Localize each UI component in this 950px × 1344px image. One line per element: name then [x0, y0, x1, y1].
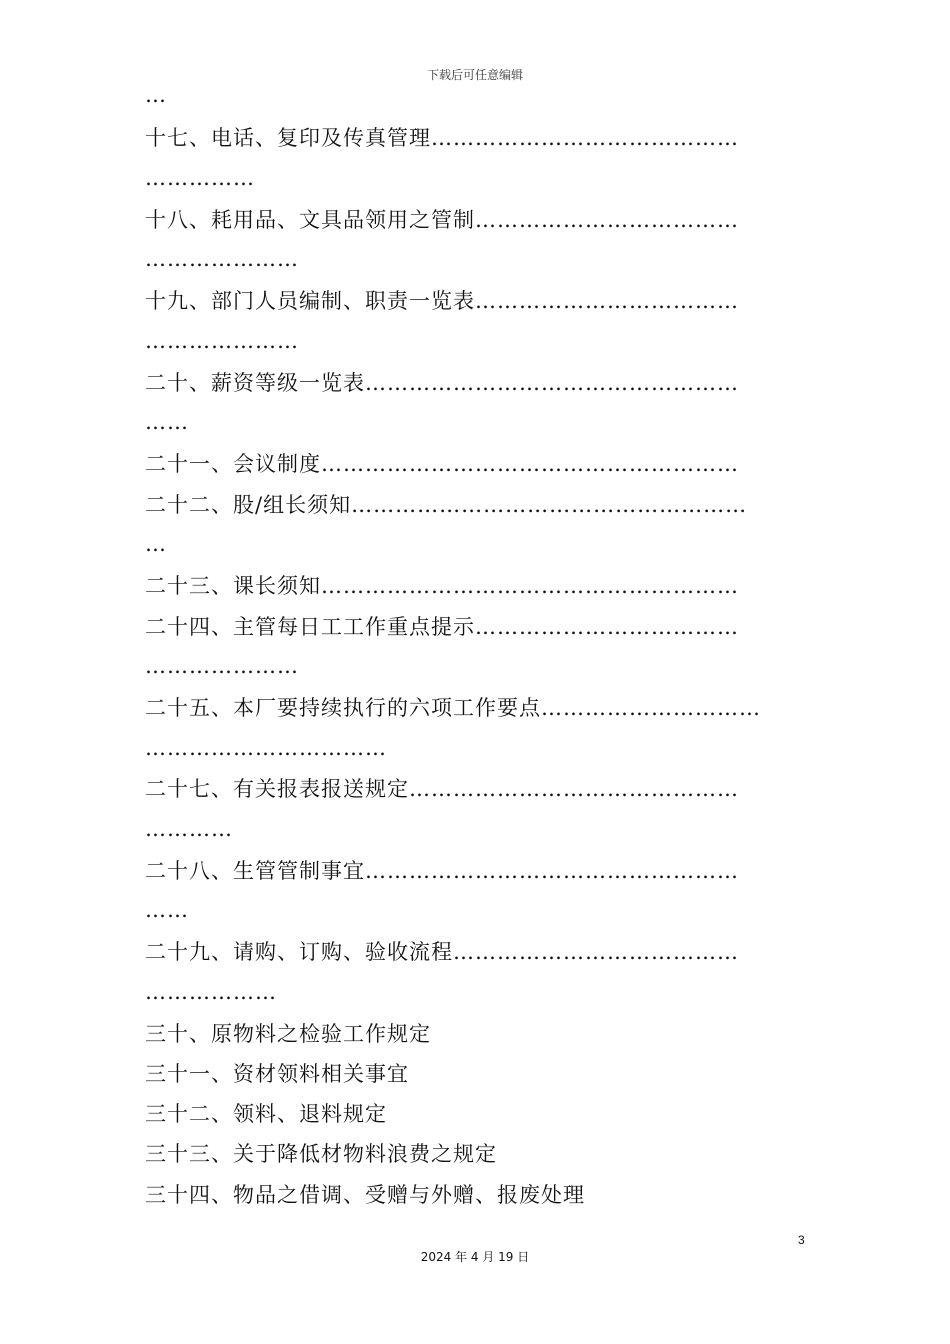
- toc-line: 三十二、领料、退料规定: [145, 1102, 387, 1126]
- toc-line: ………………: [145, 980, 277, 1004]
- page-number: 3: [798, 1233, 805, 1247]
- toc-line: ……: [145, 898, 189, 922]
- toc-line: 二十九、请购、订购、验收流程…………………………………: [145, 940, 739, 964]
- toc-line: ……: [145, 410, 189, 434]
- toc-line: …: [145, 83, 167, 107]
- toc-line: 二十、薪资等级一览表……………………………………………: [145, 371, 739, 395]
- toc-line: 二十二、股/组长须知………………………………………………: [145, 493, 748, 517]
- toc-line: …………………: [145, 654, 299, 678]
- toc-line: ……………: [145, 166, 255, 190]
- page-footer-date: 2024 年 4 月 19 日: [420, 1250, 530, 1264]
- toc-line: 二十一、会议制度…………………………………………………: [145, 452, 739, 476]
- toc-line: …………: [145, 817, 233, 841]
- toc-line: 二十五、本厂要持续执行的六项工作要点…………………………: [145, 696, 761, 720]
- toc-line: 三十、原物料之检验工作规定: [145, 1022, 431, 1046]
- toc-line: 三十一、资材领料相关事宜: [145, 1062, 409, 1086]
- toc-line: ……………………………: [145, 736, 387, 760]
- toc-line: 十九、部门人员编制、职责一览表………………………………: [145, 289, 739, 313]
- toc-line: 二十七、有关报表报送规定………………………………………: [145, 777, 739, 801]
- toc-line: …: [145, 532, 167, 556]
- toc-line: 二十八、生管管制事宜……………………………………………: [145, 859, 739, 883]
- page-header: 下载后可任意编辑: [426, 68, 523, 82]
- toc-line: 三十三、关于降低材物料浪费之规定: [145, 1142, 497, 1166]
- toc-line: 十八、耗用品、文具品领用之管制………………………………: [145, 208, 739, 232]
- toc-line: 十七、电话、复印及传真管理……………………………………: [145, 126, 739, 150]
- toc-line: 三十四、物品之借调、受赠与外赠、报废处理: [145, 1183, 585, 1207]
- toc-line: 二十三、课长须知…………………………………………………: [145, 574, 739, 598]
- toc-line: …………………: [145, 329, 299, 353]
- toc-line: …………………: [145, 247, 299, 271]
- toc-line: 二十四、主管每日工工作重点提示………………………………: [145, 615, 739, 639]
